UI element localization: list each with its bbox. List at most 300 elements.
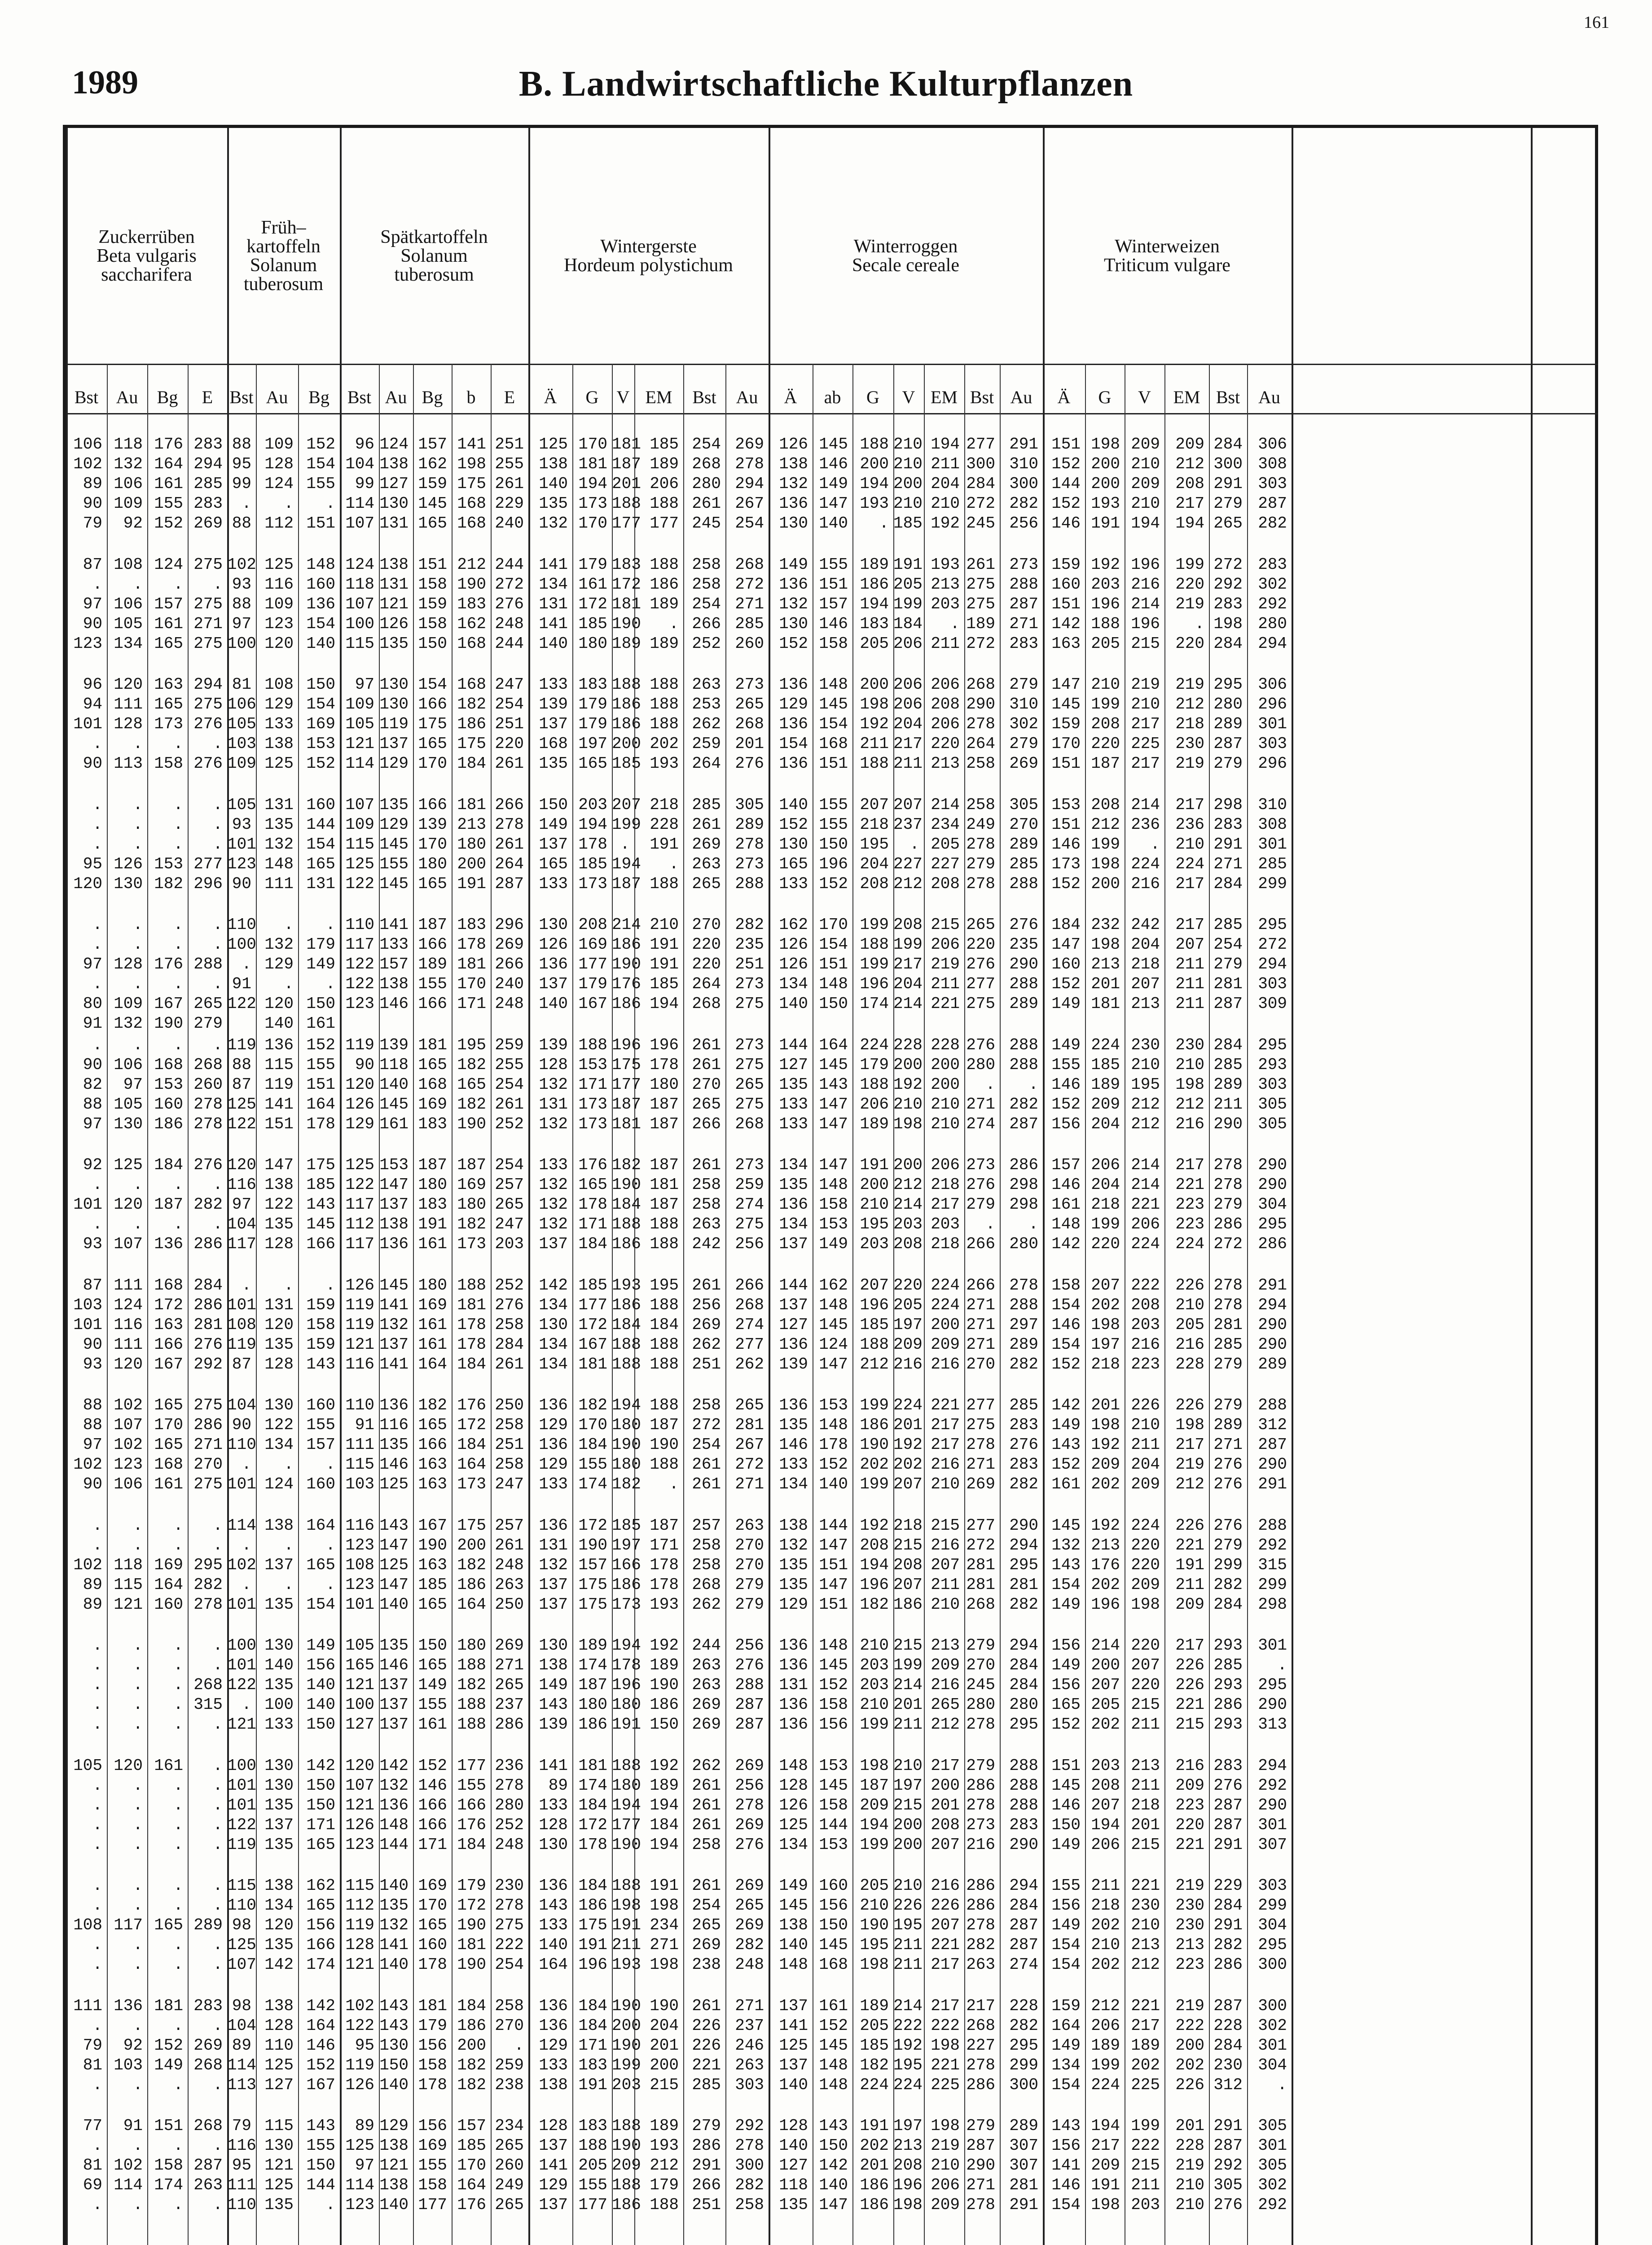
table-cell: 173 bbox=[1051, 854, 1081, 873]
table-cell: . bbox=[173, 2196, 183, 2214]
table-cell: 171 bbox=[650, 1536, 679, 1554]
table-cell: . bbox=[92, 2016, 102, 2035]
table-cell: 136 bbox=[779, 715, 808, 733]
table-cell: 140 bbox=[779, 2136, 808, 2155]
table-cell: 175 bbox=[457, 475, 486, 493]
table-cell: 189 bbox=[650, 594, 679, 613]
table-cell: 208 bbox=[893, 1555, 923, 1574]
table-cell: 88 bbox=[83, 1416, 102, 1434]
table-cell: . bbox=[133, 2075, 143, 2094]
table-cell: 269 bbox=[692, 1695, 721, 1714]
table-cell: 183 bbox=[457, 916, 486, 934]
table-cell: 164 bbox=[457, 2176, 486, 2194]
table-cell: 116 bbox=[264, 575, 294, 594]
table-cell: 148 bbox=[819, 1636, 848, 1655]
table-cell: 310 bbox=[1009, 695, 1038, 713]
table-cell: 279 bbox=[966, 2117, 995, 2135]
table-cell: 278 bbox=[1213, 1156, 1243, 1174]
table-cell: 277 bbox=[193, 854, 223, 873]
column-header-spaetkartoffeln-1: Au bbox=[385, 387, 407, 407]
table-cell: 136 bbox=[779, 1656, 808, 1674]
table-cell: 146 bbox=[819, 455, 848, 473]
table-cell: . bbox=[213, 916, 223, 934]
table-cell: 92 bbox=[83, 1156, 102, 1174]
table-cell: 220 bbox=[931, 735, 960, 753]
table-cell: 169 bbox=[578, 935, 607, 954]
table-cell: 110 bbox=[227, 1435, 256, 1454]
table-cell: 217 bbox=[966, 1996, 995, 2015]
table-cell: 145 bbox=[306, 1215, 335, 1233]
table-cell: 194 bbox=[860, 1555, 889, 1574]
table-cell: 213 bbox=[1091, 955, 1120, 973]
table-cell: 210 bbox=[1175, 1055, 1204, 1074]
table-cell: 205 bbox=[893, 575, 923, 594]
table-cell: 109 bbox=[227, 754, 256, 773]
table-cell: 270 bbox=[966, 1656, 995, 1674]
table-cell: 184 bbox=[612, 1195, 641, 1214]
table-cell: . bbox=[92, 1936, 102, 1954]
table-cell: 218 bbox=[1091, 1195, 1120, 1214]
table-cell: 195 bbox=[893, 1916, 923, 1934]
table-cell: 295 bbox=[1258, 1936, 1287, 1954]
table-cell: 147 bbox=[819, 1575, 848, 1594]
table-cell: 212 bbox=[1091, 1996, 1120, 2015]
table-cell: 181 bbox=[1091, 995, 1120, 1013]
table-cell: 262 bbox=[692, 1756, 721, 1775]
table-cell: 95 bbox=[83, 854, 102, 873]
table-cell: 216 bbox=[1175, 1114, 1204, 1133]
table-cell: 172 bbox=[154, 1295, 183, 1314]
table-cell: 278 bbox=[966, 2196, 995, 2214]
table-cell: 207 bbox=[931, 1916, 960, 1934]
table-cell: 220 bbox=[1175, 575, 1204, 594]
table-cell: 176 bbox=[154, 955, 183, 973]
table-cell: 220 bbox=[495, 735, 524, 753]
table-cell: 181 bbox=[457, 1295, 486, 1314]
table-cell: . bbox=[173, 1695, 183, 1714]
table-cell: 165 bbox=[578, 1175, 607, 1194]
table-cell: 289 bbox=[1009, 835, 1038, 854]
table-cell: 154 bbox=[306, 455, 335, 473]
table-cell: 198 bbox=[1091, 435, 1120, 453]
table-cell: 308 bbox=[1258, 815, 1287, 834]
table-cell: 182 bbox=[457, 1055, 486, 1074]
table-cell: . bbox=[213, 1796, 223, 1814]
table-cell: 114 bbox=[345, 2176, 374, 2194]
table-cell: 178 bbox=[819, 1435, 848, 1454]
table-cell: 161 bbox=[578, 575, 607, 594]
table-cell: 200 bbox=[893, 475, 923, 493]
table-cell: 102 bbox=[114, 2156, 143, 2175]
table-cell: 188 bbox=[860, 1075, 889, 1094]
table-cell: 206 bbox=[931, 675, 960, 694]
table-cell: 101 bbox=[73, 1195, 102, 1214]
table-cell: 138 bbox=[264, 1996, 294, 2015]
table-cell: 158 bbox=[154, 754, 183, 773]
table-cell: 257 bbox=[495, 1175, 524, 1194]
table-cell: . bbox=[133, 1796, 143, 1814]
table-cell: 133 bbox=[779, 874, 808, 893]
table-cell: 165 bbox=[345, 1656, 374, 1674]
table-cell: 279 bbox=[1213, 1195, 1243, 1214]
table-cell: 79 bbox=[83, 514, 102, 533]
table-cell: 284 bbox=[1213, 874, 1243, 893]
table-cell: 258 bbox=[495, 1416, 524, 1434]
table-cell: 129 bbox=[264, 695, 294, 713]
table-cell: 258 bbox=[692, 1195, 721, 1214]
table-cell: 128 bbox=[264, 1235, 294, 1253]
table-cell: 206 bbox=[1091, 2016, 1120, 2035]
table-cell: 286 bbox=[1213, 1215, 1243, 1233]
table-cell: 130 bbox=[114, 1114, 143, 1133]
table-cell: 211 bbox=[1175, 995, 1204, 1013]
table-cell: 291 bbox=[1213, 2117, 1243, 2135]
table-cell: 196 bbox=[612, 1035, 641, 1054]
table-cell: 208 bbox=[860, 874, 889, 893]
table-cell: 279 bbox=[1009, 675, 1038, 694]
table-cell: 211 bbox=[893, 754, 923, 773]
table-cell: 230 bbox=[1175, 735, 1204, 753]
table-cell: 172 bbox=[578, 594, 607, 613]
table-cell: 288 bbox=[1009, 1035, 1038, 1054]
table-cell: 135 bbox=[779, 1575, 808, 1594]
table-cell: 217 bbox=[1131, 2016, 1160, 2035]
table-cell: 210 bbox=[1131, 1416, 1160, 1434]
table-cell: 287 bbox=[1009, 1916, 1038, 1934]
table-cell: 143 bbox=[1051, 2117, 1081, 2135]
table-cell: 268 bbox=[193, 1055, 223, 1074]
table-cell: 125 bbox=[379, 1475, 409, 1493]
table-cell: 278 bbox=[966, 835, 995, 854]
table-cell: 303 bbox=[1258, 975, 1287, 993]
table-cell: 253 bbox=[692, 695, 721, 713]
table-cell: 136 bbox=[306, 594, 335, 613]
table-cell: 173 bbox=[457, 1235, 486, 1253]
table-cell: 296 bbox=[193, 874, 223, 893]
table-cell: 223 bbox=[1175, 1796, 1204, 1814]
table-cell: 136 bbox=[539, 955, 568, 973]
table-cell: 220 bbox=[966, 935, 995, 954]
table-cell: 150 bbox=[819, 835, 848, 854]
table-cell: 289 bbox=[735, 815, 764, 834]
table-cell: 169 bbox=[418, 1876, 447, 1895]
table-cell: 131 bbox=[379, 514, 409, 533]
table-cell: 252 bbox=[692, 634, 721, 653]
table-cell: 230 bbox=[1131, 1035, 1160, 1054]
table-cell: 282 bbox=[1009, 2016, 1038, 2035]
table-cell: 200 bbox=[893, 1835, 923, 1854]
table-cell: 211 bbox=[931, 975, 960, 993]
table-cell: 184 bbox=[650, 1815, 679, 1834]
table-cell: 275 bbox=[735, 1215, 764, 1233]
table-cell: 218 bbox=[1131, 1796, 1160, 1814]
table-cell: 224 bbox=[1131, 1235, 1160, 1253]
table-cell: 194 bbox=[612, 1796, 641, 1814]
table-cell: 168 bbox=[819, 735, 848, 753]
table-cell: 168 bbox=[154, 1455, 183, 1474]
table-cell: 224 bbox=[1175, 854, 1204, 873]
table-cell: . bbox=[133, 735, 143, 753]
table-cell: 88 bbox=[83, 1095, 102, 1114]
table-cell: 259 bbox=[495, 2056, 524, 2074]
table-cell: 299 bbox=[1213, 1555, 1243, 1574]
table-cell: 280 bbox=[1009, 1235, 1038, 1253]
table-cell: 224 bbox=[1131, 854, 1160, 873]
column-header-zuckerrueben-0: Bst bbox=[74, 387, 99, 407]
table-cell: 204 bbox=[860, 854, 889, 873]
table-cell: 104 bbox=[227, 1215, 256, 1233]
table-cell: 217 bbox=[1131, 715, 1160, 733]
table-cell: 129 bbox=[539, 1416, 568, 1434]
table-cell: 216 bbox=[931, 1676, 960, 1694]
table-cell: 182 bbox=[154, 874, 183, 893]
table-cell: 294 bbox=[1258, 1756, 1287, 1775]
table-cell: 215 bbox=[931, 916, 960, 934]
table-cell: 251 bbox=[495, 1435, 524, 1454]
table-cell: 136 bbox=[539, 1396, 568, 1414]
table-cell: . bbox=[133, 1175, 143, 1194]
table-cell: 220 bbox=[692, 955, 721, 973]
year-heading: 1989 bbox=[72, 64, 138, 101]
table-cell: . bbox=[1195, 614, 1204, 633]
table-cell: . bbox=[213, 2075, 223, 2094]
table-cell: . bbox=[92, 1776, 102, 1795]
table-cell: 228 bbox=[1009, 1996, 1038, 2015]
table-cell: 192 bbox=[893, 1435, 923, 1454]
table-cell: 188 bbox=[650, 555, 679, 574]
table-cell: 146 bbox=[779, 1435, 808, 1454]
table-cell: . bbox=[325, 2196, 335, 2214]
table-cell: 224 bbox=[931, 1276, 960, 1294]
table-cell: 156 bbox=[306, 1656, 335, 1674]
table-cell: 274 bbox=[966, 1114, 995, 1133]
table-cell: 135 bbox=[779, 1555, 808, 1574]
table-cell: 155 bbox=[418, 1695, 447, 1714]
table-cell: 284 bbox=[495, 1335, 524, 1354]
table-cell: 278 bbox=[193, 1095, 223, 1114]
table-cell: 169 bbox=[306, 715, 335, 733]
table-cell: 288 bbox=[1009, 575, 1038, 594]
table-cell: 265 bbox=[495, 2136, 524, 2155]
table-cell: 270 bbox=[735, 1536, 764, 1554]
column-header-zuckerrueben-1: Au bbox=[116, 387, 138, 407]
table-cell: 266 bbox=[966, 1235, 995, 1253]
table-cell: 102 bbox=[227, 1555, 256, 1574]
table-cell: 283 bbox=[1009, 1815, 1038, 1834]
table-cell: 271 bbox=[1009, 614, 1038, 633]
table-cell: 200 bbox=[1091, 1656, 1120, 1674]
table-cell: 116 bbox=[114, 1315, 143, 1334]
table-cell: 173 bbox=[457, 1475, 486, 1493]
column-header-fruehkartoffeln-0: Bst bbox=[229, 387, 254, 407]
table-cell: 252 bbox=[495, 1276, 524, 1294]
table-cell: 282 bbox=[735, 1936, 764, 1954]
table-cell: 298 bbox=[1009, 1195, 1038, 1214]
table-cell: . bbox=[173, 2075, 183, 2094]
table-cell: 276 bbox=[1009, 1435, 1038, 1454]
table-cell: 167 bbox=[154, 1355, 183, 1373]
table-cell: . bbox=[213, 2016, 223, 2035]
table-cell: 279 bbox=[1213, 1355, 1243, 1373]
table-cell: 126 bbox=[345, 1095, 374, 1114]
table-cell: 144 bbox=[306, 815, 335, 834]
table-cell: 124 bbox=[114, 1295, 143, 1314]
table-cell: 171 bbox=[306, 1815, 335, 1834]
table-cell: 89 bbox=[548, 1776, 568, 1795]
table-cell: 110 bbox=[227, 2196, 256, 2214]
table-cell: 195 bbox=[860, 1215, 889, 1233]
table-cell: 220 bbox=[1175, 634, 1204, 653]
table-cell: 136 bbox=[779, 754, 808, 773]
table-cell: 125 bbox=[345, 1156, 374, 1174]
table-cell: 166 bbox=[418, 695, 447, 713]
table-cell: 292 bbox=[1258, 594, 1287, 613]
table-cell: . bbox=[173, 1035, 183, 1054]
table-cell: 217 bbox=[1175, 1636, 1204, 1655]
table-cell: 135 bbox=[264, 1936, 294, 1954]
table-cell: 190 bbox=[860, 1916, 889, 1934]
table-cell: 172 bbox=[578, 1315, 607, 1334]
table-cell: . bbox=[1150, 835, 1160, 854]
table-cell: 267 bbox=[735, 494, 764, 513]
table-cell: 284 bbox=[1213, 634, 1243, 653]
table-cell: 136 bbox=[539, 1435, 568, 1454]
table-cell: 265 bbox=[495, 1676, 524, 1694]
table-cell: 226 bbox=[1175, 1396, 1204, 1414]
table-cell: 191 bbox=[612, 1715, 641, 1734]
table-cell: 197 bbox=[893, 1776, 923, 1795]
column-header-wintergerste-2: V bbox=[616, 387, 630, 407]
table-cell: 168 bbox=[819, 1955, 848, 1974]
table-cell: 268 bbox=[735, 1114, 764, 1133]
table-cell: 163 bbox=[418, 1555, 447, 1574]
table-cell: 209 bbox=[931, 1335, 960, 1354]
table-cell: 146 bbox=[1051, 835, 1081, 854]
table-cell: 198 bbox=[612, 1896, 641, 1915]
table-cell: 135 bbox=[779, 1075, 808, 1094]
table-cell: 268 bbox=[193, 2056, 223, 2074]
table-cell: 285 bbox=[692, 2075, 721, 2094]
table-cell: 244 bbox=[495, 634, 524, 653]
table-cell: 128 bbox=[264, 1355, 294, 1373]
table-cell: 137 bbox=[539, 835, 568, 854]
table-cell: 190 bbox=[650, 1996, 679, 2015]
table-cell: 133 bbox=[539, 1156, 568, 1174]
table-cell: 147 bbox=[819, 1095, 848, 1114]
table-cell: 199 bbox=[1131, 2117, 1160, 2135]
table-cell: 199 bbox=[860, 1835, 889, 1854]
table-cell: 276 bbox=[495, 594, 524, 613]
table-cell: 192 bbox=[650, 1636, 679, 1655]
table-cell: 269 bbox=[735, 1916, 764, 1934]
table-cell: 200 bbox=[931, 1315, 960, 1334]
table-cell: 160 bbox=[1051, 575, 1081, 594]
table-cell: 108 bbox=[114, 555, 143, 574]
table-cell: 209 bbox=[612, 2156, 641, 2175]
table-cell: 269 bbox=[193, 2036, 223, 2055]
crop-header-winterweizen: Winterweizen Triticum vulgare bbox=[1104, 236, 1230, 276]
table-cell: 144 bbox=[779, 1035, 808, 1054]
table-cell: 256 bbox=[735, 1235, 764, 1253]
table-cell: 312 bbox=[1213, 2075, 1243, 2094]
table-cell: 283 bbox=[1009, 1416, 1038, 1434]
table-cell: 217 bbox=[1091, 2136, 1120, 2155]
table-cell: 136 bbox=[114, 1996, 143, 2015]
table-cell: 135 bbox=[379, 1636, 409, 1655]
table-cell: 151 bbox=[1051, 815, 1081, 834]
table-cell: 284 bbox=[1213, 1896, 1243, 1915]
table-cell: 137 bbox=[379, 1335, 409, 1354]
table-cell: 258 bbox=[495, 1315, 524, 1334]
table-cell: 183 bbox=[860, 614, 889, 633]
table-cell: 151 bbox=[154, 2117, 183, 2135]
table-cell: 152 bbox=[1051, 494, 1081, 513]
table-cell: . bbox=[173, 975, 183, 993]
table-cell: 214 bbox=[931, 795, 960, 814]
table-cell: 222 bbox=[1131, 1276, 1160, 1294]
table-cell: 170 bbox=[1051, 735, 1081, 753]
table-cell: 275 bbox=[193, 594, 223, 613]
table-cell: 138 bbox=[264, 735, 294, 753]
table-cell: 273 bbox=[966, 1156, 995, 1174]
table-cell: 105 bbox=[73, 1756, 102, 1775]
table-cell: 146 bbox=[1051, 2176, 1081, 2194]
table-cell: 161 bbox=[154, 475, 183, 493]
table-cell: 247 bbox=[495, 675, 524, 694]
table-cell: 159 bbox=[1051, 555, 1081, 574]
table-cell: 186 bbox=[612, 1295, 641, 1314]
table-cell: 194 bbox=[1131, 514, 1160, 533]
table-cell: 93 bbox=[232, 575, 251, 594]
table-cell: 146 bbox=[1051, 1796, 1081, 1814]
table-cell: 205 bbox=[860, 634, 889, 653]
table-cell: 143 bbox=[1051, 1555, 1081, 1574]
table-cell: 81 bbox=[232, 675, 251, 694]
table-cell: 139 bbox=[418, 815, 447, 834]
table-cell: 188 bbox=[650, 494, 679, 513]
table-cell: 179 bbox=[578, 715, 607, 733]
table-cell: 164 bbox=[1051, 2016, 1081, 2035]
table-cell: 300 bbox=[1258, 1996, 1287, 2015]
table-cell: 209 bbox=[1131, 1575, 1160, 1594]
table-cell: 187 bbox=[650, 1114, 679, 1133]
table-cell: 199 bbox=[612, 815, 641, 834]
table-cell: 305 bbox=[1258, 1095, 1287, 1114]
table-cell: 191 bbox=[1091, 514, 1120, 533]
column-header-winterroggen-1: ab bbox=[824, 387, 841, 407]
table-cell: 188 bbox=[650, 1355, 679, 1373]
table-cell: 217 bbox=[931, 1435, 960, 1454]
table-cell: 199 bbox=[893, 594, 923, 613]
table-cell: 191 bbox=[457, 874, 486, 893]
table-cell: 91 bbox=[355, 1416, 374, 1434]
table-cell: 87 bbox=[232, 1355, 251, 1373]
table-cell: 155 bbox=[819, 815, 848, 834]
table-cell: 279 bbox=[966, 1756, 995, 1775]
table-cell: 272 bbox=[1213, 555, 1243, 574]
table-cell: . bbox=[92, 975, 102, 993]
table-cell: 103 bbox=[345, 1475, 374, 1493]
table-cell: 168 bbox=[539, 735, 568, 753]
table-cell: 210 bbox=[893, 455, 923, 473]
table-cell: 188 bbox=[650, 1335, 679, 1354]
table-cell: . bbox=[133, 1536, 143, 1554]
table-cell: 268 bbox=[735, 715, 764, 733]
table-cell: 203 bbox=[1091, 575, 1120, 594]
table-cell: 120 bbox=[114, 1355, 143, 1373]
table-cell: 229 bbox=[1213, 1876, 1243, 1895]
table-cell: . bbox=[213, 1035, 223, 1054]
